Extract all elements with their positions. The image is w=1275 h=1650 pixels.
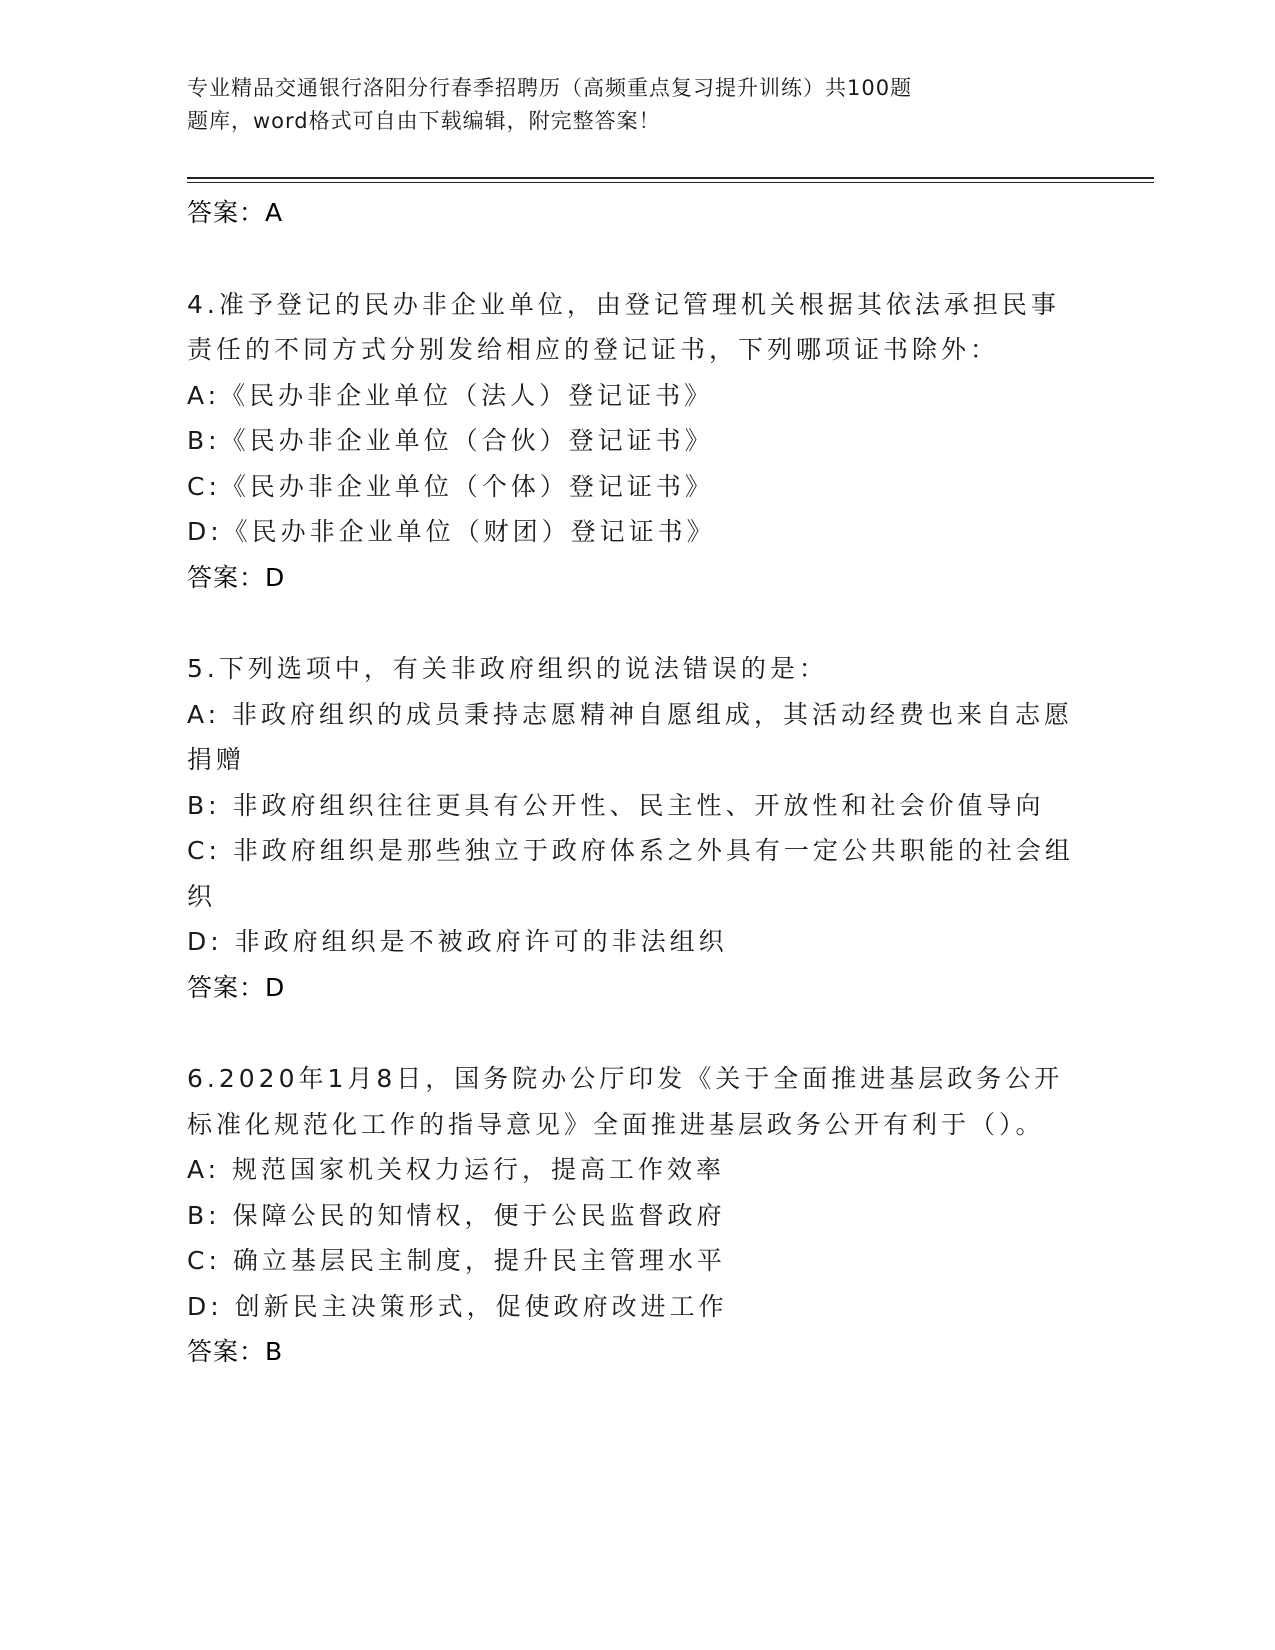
header-line-1: 专业精品交通银行洛阳分行春季招聘历（高频重点复习提升训练）共100题 [187, 76, 913, 100]
option-d: D:《民办非企业单位（财团）登记证书》 [187, 517, 716, 546]
question-stem: 4.准予登记的民办非企业单位，由登记管理机关根据其依法承担民事 [187, 289, 1060, 319]
header-divider-thin [187, 182, 1154, 183]
option-b: B:《民办非企业单位（合伙）登记证书》 [187, 426, 714, 455]
document-header [187, 72, 1047, 138]
option-c-continued: 织 [187, 881, 217, 911]
spacer [187, 1010, 1087, 1056]
option-b: B: 非政府组织往往更具有公开性、民主性、开放性和社会价值导向 [187, 790, 1045, 820]
question-stem: 标准化规范化工作的指导意见》全面推进基层政务公开有利于（）。 [187, 1109, 1045, 1139]
option-a-continued: 捐赠 [187, 745, 246, 774]
answer-line: 答案：B [187, 1337, 284, 1366]
option-d: D: 非政府组织是不被政府许可的非法组织 [187, 927, 728, 956]
header-divider-thick [187, 177, 1154, 179]
question-block-6 [187, 1056, 1087, 1375]
question-stem: 6.2020年1月8日，国务院办公厅印发《关于全面推进基层政务公开 [187, 1064, 1064, 1093]
question-block-5 [187, 646, 1087, 1010]
answer-line: 答案：A [187, 198, 284, 227]
document-body [187, 190, 1087, 1375]
answer-line: 答案：D [187, 562, 286, 592]
option-b: B: 保障公民的知情权，便于公民监督政府 [187, 1200, 726, 1230]
spacer [187, 236, 1087, 282]
option-c: C: 确立基层民主制度，提升民主管理水平 [187, 1246, 726, 1275]
option-a: A:《民办非企业单位（法人）登记证书》 [187, 380, 714, 410]
option-a: A: 规范国家机关权力运行，提高工作效率 [187, 1155, 726, 1184]
header-line-2: 题库，word格式可自由下载编辑，附完整答案！ [187, 109, 661, 133]
option-a: A: 非政府组织的成员秉持志愿精神自愿组成，其活动经费也来自志愿 [187, 699, 1074, 729]
question-block-4 [187, 282, 1087, 601]
question-stem: 责任的不同方式分别发给相应的登记证书，下列哪项证书除外： [187, 335, 1000, 364]
answer-line: 答案：D [187, 972, 286, 1002]
option-c: C:《民办非企业单位（个体）登记证书》 [187, 471, 714, 501]
question-stem: 5.下列选项中，有关非政府组织的说法错误的是： [187, 654, 828, 683]
option-c: C: 非政府组织是那些独立于政府体系之外具有一定公共职能的社会组 [187, 836, 1074, 865]
spacer [187, 600, 1087, 646]
option-d: D: 创新民主决策形式，促使政府改进工作 [187, 1291, 728, 1321]
